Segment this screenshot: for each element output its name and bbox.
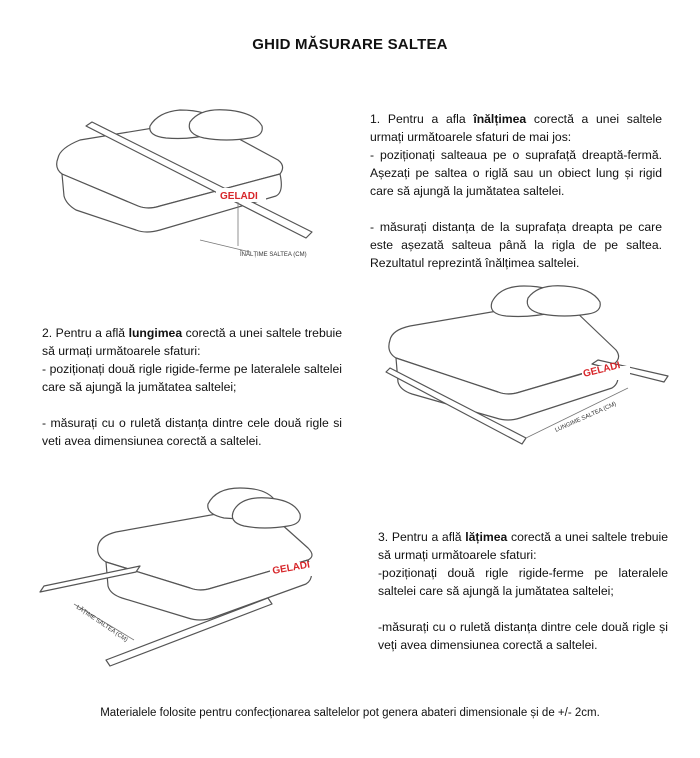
section-width-bullet-2: -măsurați cu o ruletă distanța dintre cele două rigle și veți avea dimensiunea corectă a saltelei. bbox=[378, 620, 668, 652]
mattress-length-illustration bbox=[380, 280, 670, 455]
brand-logo-text: GELADI bbox=[582, 360, 622, 380]
length-label: LUNGIME SALTEA (CM) bbox=[554, 401, 618, 434]
section-height bbox=[370, 110, 662, 272]
keyword-length: lungimea bbox=[128, 326, 183, 340]
page-title: GHID MĂSURARE SALTEA bbox=[252, 36, 448, 53]
brand-logo-text: GELADI bbox=[271, 559, 311, 577]
keyword-width: lățimea bbox=[465, 530, 508, 544]
section-width-bullet-1: -poziționați două rigle rigide-ferme pe lateralele saltelei care să ajungă la jumătatea saltelei; bbox=[378, 566, 668, 598]
section-height-bullet-2: - măsurați distanța de la suprafața dreapta pe care este așezată salteua până la rigla de pe saltea. Rezultatul reprezintă înălțimea saltelei. bbox=[370, 220, 662, 270]
section-length-bullet-1: - poziționați două rigle rigide-ferme pe lateralele saltelei care să ajungă la jumătatea saltelei; bbox=[42, 362, 342, 394]
mattress-width-illustration bbox=[36, 480, 336, 670]
footer-note: Materialele folosite pentru confecționarea saltelelor pot genera abateri dimensionale și de +/- 2cm. bbox=[100, 707, 600, 719]
section-length bbox=[42, 324, 342, 450]
brand-logo-text: GELADI bbox=[220, 191, 258, 202]
height-label: ÎNĂLȚIME SALTEA (CM) bbox=[240, 252, 307, 258]
section-length-intro: 2. Pentru a află lungimea corectă a unei saltele trebuie să urmați următoarele sfaturi: bbox=[42, 326, 342, 358]
section-height-bullet-1: - poziționați salteaua pe o suprafață dreaptă-fermă. Așezați pe saltea o riglă sau un obiect lung și rigid care să ajungă la jumătatea saltelei. bbox=[370, 148, 662, 198]
section-width bbox=[378, 528, 668, 654]
width-label: LĂȚIME SALTEA (CM) bbox=[74, 604, 129, 644]
keyword-height: înălțimea bbox=[473, 112, 527, 126]
section-width-intro: 3. Pentru a află lățimea corectă a unei saltele trebuie să urmați următoarele sfaturi: bbox=[378, 530, 669, 562]
mattress-height-illustration bbox=[40, 100, 340, 270]
section-height-intro: 1. Pentru a afla înălțimea corectă a unei saltele urmați următoarele sfaturi de mai jos: bbox=[370, 112, 663, 144]
section-length-bullet-2: - măsurați cu o ruletă distanța dintre cele două rigle si veti avea dimensiunea corectă a saltelei. bbox=[42, 416, 342, 448]
